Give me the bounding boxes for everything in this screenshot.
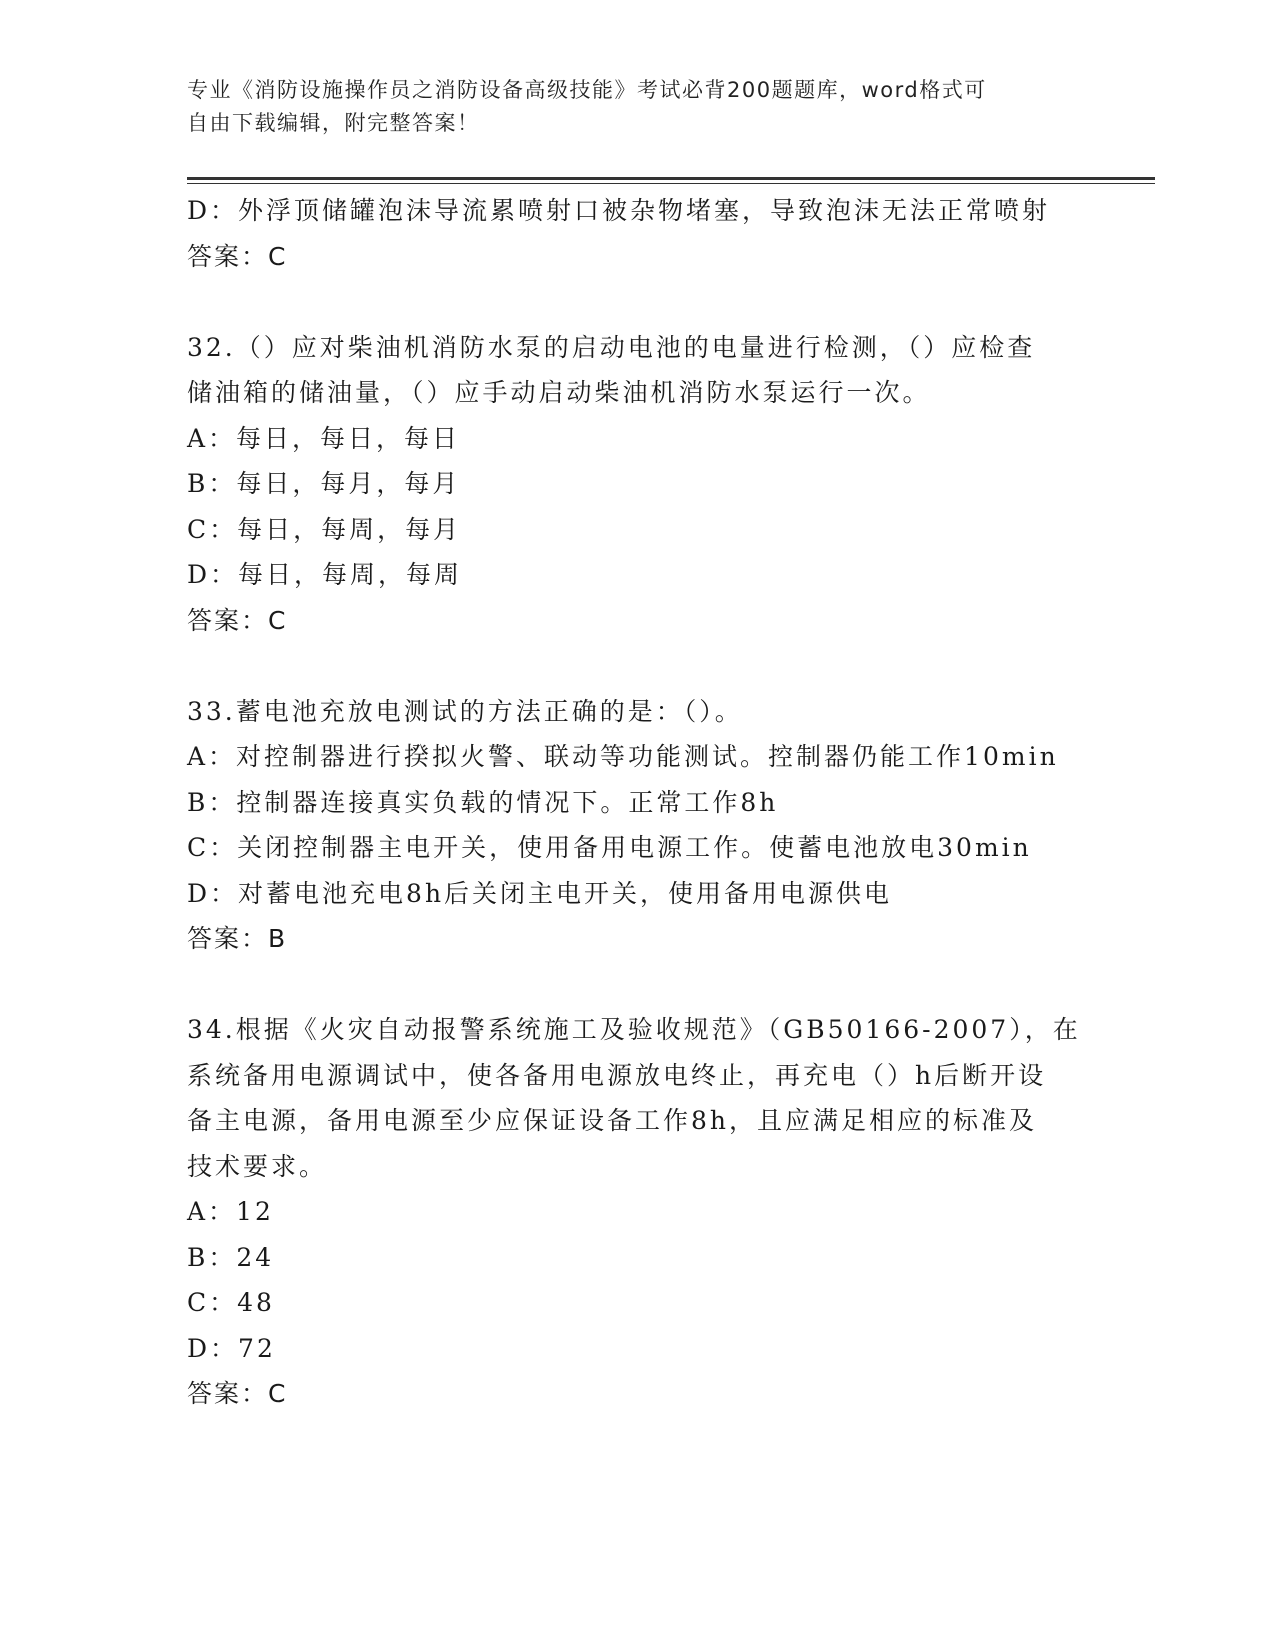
question-stem: 系统备用电源调试中，使各备用电源放电终止，再充电（）h后断开设 — [187, 1060, 1047, 1090]
option-d: D：外浮顶储罐泡沫导流累喷射口被杂物堵塞，导致泡沫无法正常喷射 — [187, 196, 1051, 225]
spacer — [187, 962, 1087, 1008]
option-d: D：对蓄电池充电8h后关闭主电开关，使用备用电源供电 — [187, 878, 893, 908]
option-c: C：关闭控制器主电开关，使用备用电源工作。使蓄电池放电30min — [187, 833, 1032, 862]
question-stem: 储油箱的储油量，（）应手动启动柴油机消防水泵运行一次。 — [187, 378, 931, 407]
answer-line: 答案：C — [187, 605, 288, 635]
header-divider-thin — [187, 183, 1155, 184]
page-header — [187, 74, 1067, 140]
previous-question-tail — [187, 188, 1087, 279]
spacer — [187, 279, 1087, 325]
option-d: D：每日，每周，每周 — [187, 560, 463, 589]
header-line-2: 自由下载编辑，附完整答案！ — [187, 111, 480, 135]
option-a: A：12 — [187, 1197, 274, 1226]
option-d: D：72 — [187, 1333, 276, 1363]
option-c: C：每日，每周，每月 — [187, 514, 462, 544]
answer-line: 答案：C — [187, 241, 288, 271]
option-c: C：48 — [187, 1288, 275, 1317]
option-b: B：每日，每月，每月 — [187, 469, 461, 498]
question-stem: 34.根据《火灾自动报警系统施工及验收规范》（GB50166-2007），在 — [187, 1015, 1081, 1044]
question-stem: 33.蓄电池充放电测试的方法正确的是：（）。 — [187, 696, 743, 726]
option-a: A：每日，每日，每日 — [187, 423, 461, 453]
answer-line: 答案：B — [187, 924, 288, 953]
header-line-1: 专业《消防设施操作员之消防设备高级技能》考试必背200题题库，word格式可 — [187, 78, 987, 102]
question-34 — [187, 1007, 1087, 1417]
option-a: A：对控制器进行揆拟火警、联动等功能测试。控制器仍能工作10min — [187, 742, 1059, 771]
answer-line: 答案：C — [187, 1379, 288, 1408]
question-33 — [187, 689, 1087, 962]
question-content — [187, 188, 1087, 1417]
option-b: B：24 — [187, 1242, 275, 1272]
question-32 — [187, 325, 1087, 644]
question-stem: 32.（）应对柴油机消防水泵的启动电池的电量进行检测，（）应检查 — [187, 332, 1036, 362]
header-divider-thick — [187, 177, 1155, 180]
spacer — [187, 643, 1087, 689]
option-b: B：控制器连接真实负载的情况下。正常工作8h — [187, 787, 779, 817]
question-stem: 备主电源，备用电源至少应保证设备工作8h，且应满足相应的标准及 — [187, 1106, 1038, 1135]
question-stem: 技术要求。 — [187, 1151, 328, 1181]
